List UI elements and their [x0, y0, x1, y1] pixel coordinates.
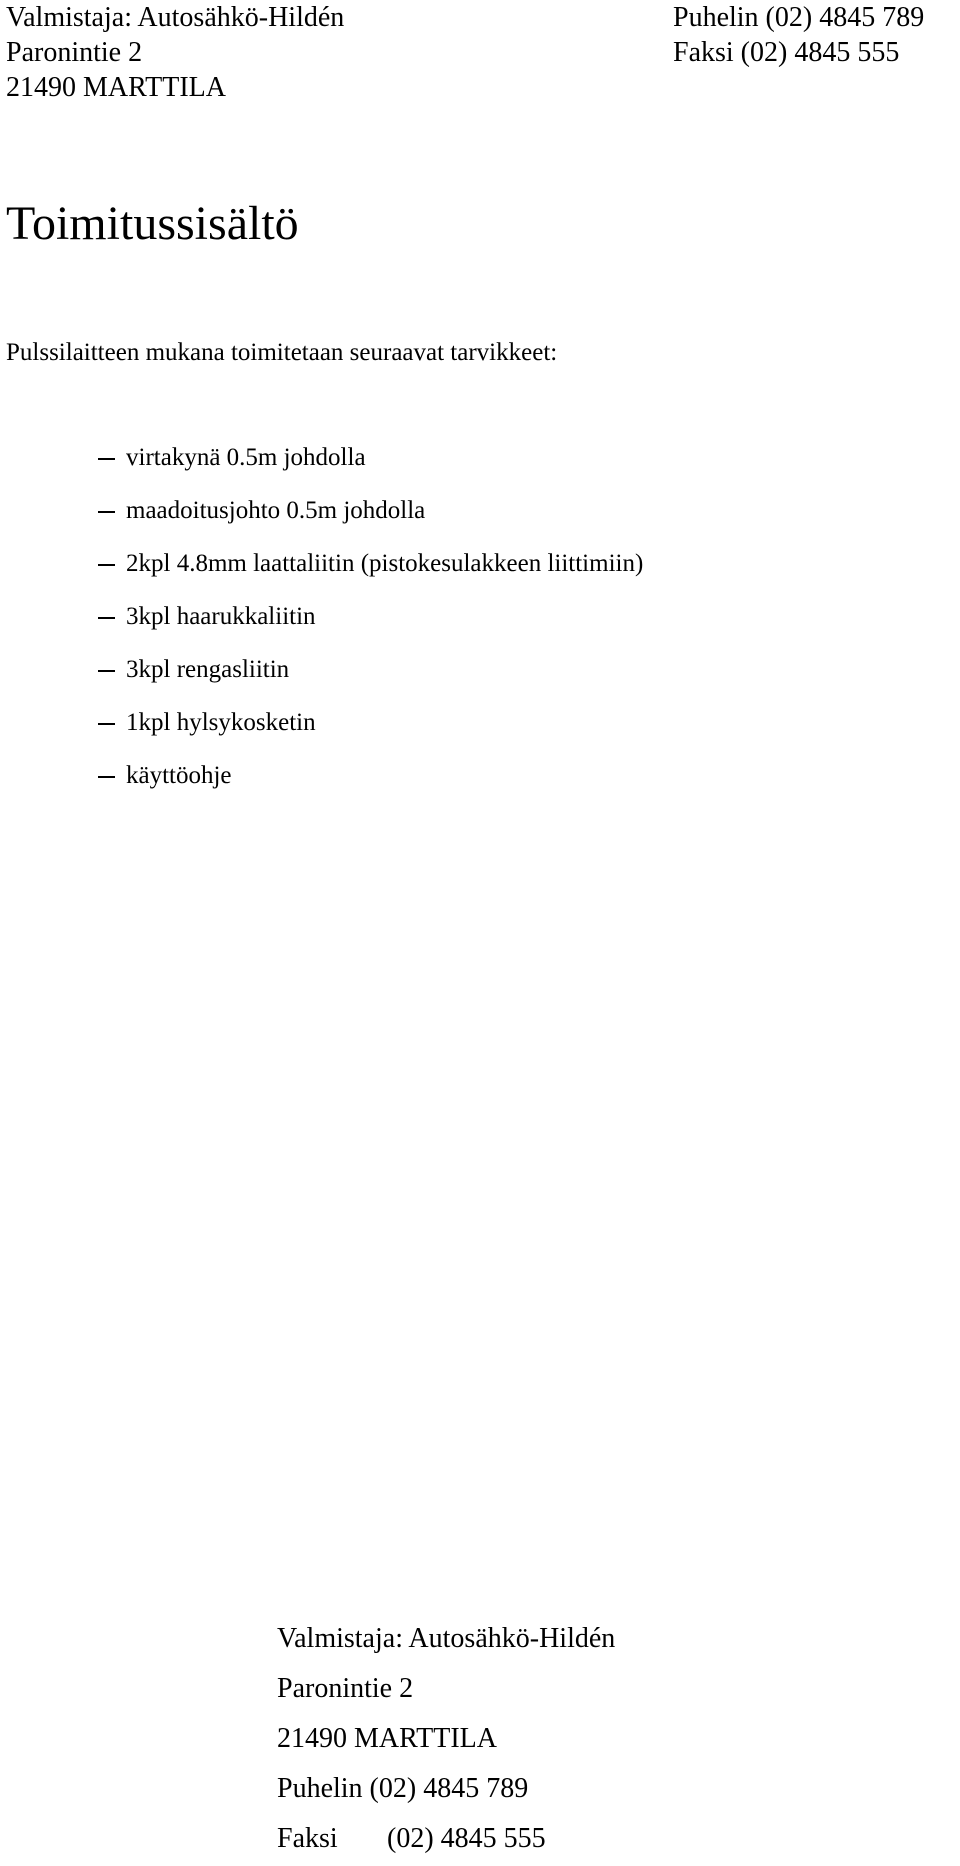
list-item-text: 2kpl 4.8mm laattaliitin (pistokesulakkeen liittimiin): [126, 550, 644, 577]
dash-bullet-icon: [98, 458, 115, 460]
list-item: [98, 707, 643, 760]
dash-bullet-icon: [98, 723, 115, 725]
footer-street: Paronintie 2: [277, 1673, 414, 1704]
header-fax: Faksi (02) 4845 555: [673, 37, 900, 68]
page-title: Toimitussisältö: [6, 197, 299, 250]
intro-text: Pulssilaitteen mukana toimitetaan seuraavat tarvikkeet:: [6, 339, 558, 366]
footer-fax-label: Faksi: [277, 1823, 338, 1854]
dash-bullet-icon: [98, 670, 115, 672]
list-item-text: käyttöohje: [126, 762, 232, 789]
list-item: [98, 601, 643, 654]
footer-phone: Puhelin (02) 4845 789: [277, 1773, 529, 1804]
page-footer: [277, 1614, 615, 1864]
dash-bullet-icon: [98, 564, 115, 566]
header-manufacturer: Valmistaja: Autosähkö-Hildén: [6, 2, 345, 33]
footer-city: 21490 MARTTILA: [277, 1723, 497, 1754]
list-item-text: 3kpl haarukkaliitin: [126, 603, 316, 630]
list-item-text: maadoitusjohto 0.5m johdolla: [126, 497, 426, 524]
list-item-text: 1kpl hylsykosketin: [126, 709, 316, 736]
delivery-contents-list: [98, 442, 643, 813]
footer-manufacturer: Valmistaja: Autosähkö-Hildén: [277, 1623, 616, 1654]
header-city: 21490 MARTTILA: [6, 72, 226, 103]
list-item-text: virtakynä 0.5m johdolla: [126, 444, 366, 471]
dash-bullet-icon: [98, 617, 115, 619]
list-item: [98, 654, 643, 707]
footer-fax: [277, 1814, 615, 1864]
list-item-text: 3kpl rengasliitin: [126, 656, 290, 683]
header-phone: Puhelin (02) 4845 789: [673, 2, 925, 33]
footer-fax-number: (02) 4845 555: [387, 1823, 546, 1854]
header-contact: [673, 0, 924, 70]
list-item: [98, 760, 643, 813]
header-address: [6, 0, 344, 105]
list-item: [98, 442, 643, 495]
dash-bullet-icon: [98, 511, 115, 513]
page-header: [0, 0, 960, 110]
list-item: [98, 495, 643, 548]
header-street: Paronintie 2: [6, 37, 143, 68]
dash-bullet-icon: [98, 776, 115, 778]
list-item: [98, 548, 643, 601]
